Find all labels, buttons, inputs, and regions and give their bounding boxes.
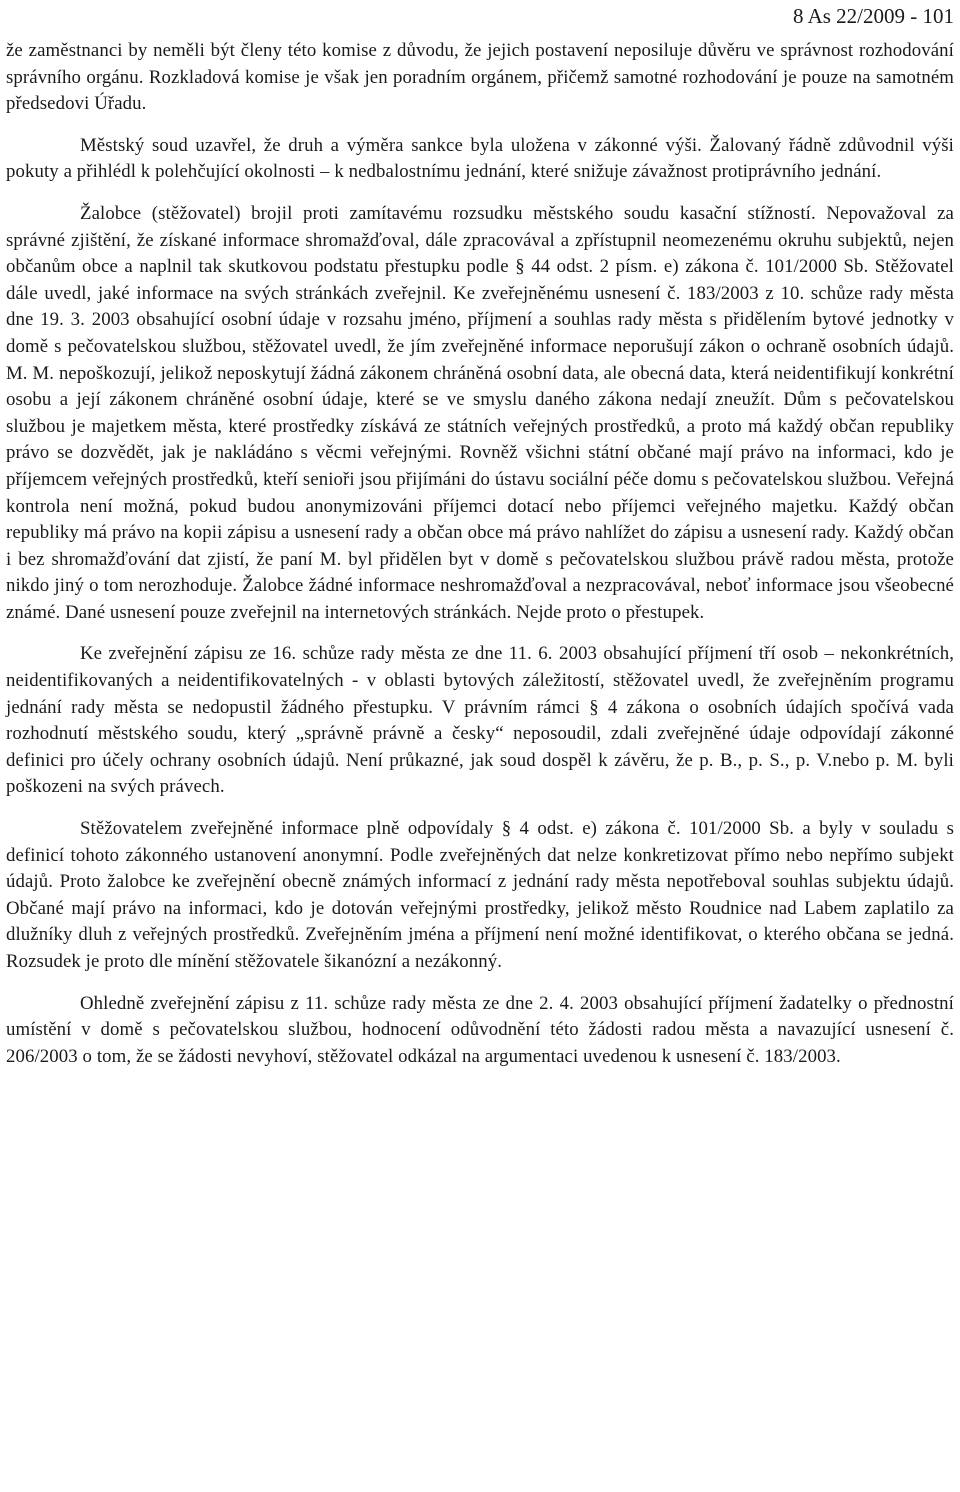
paragraph-published-information: Stěžovatelem zveřejněné informace plně odpovídaly § 4 odst. e) zákona č. 101/2000 Sb. a byly v souladu s definicí tohoto zákonného ustanovení anonymní. Podle zveřejněných dat nelze konkretizovat přímo nebo nepřímo subjekt údajů. Proto žalobce ke zveřejnění obecně známých informací z jednání rady města nepotřeboval souhlas subjektu údajů. Občané mají právo na informaci, kdo je dotován veřejnými prostředky, jelikož město Roudnice nad Labem zaplatilo za dlužníky dluh z veřejných prostředků. Zveřejněním jména a příjmení není možné identifikovat, o kterého občana se jedná. Rozsudek je proto dle mínění stěžovatele šikanózní a nezákonný. [6,818,954,972]
document-page [6,0,954,1085]
paragraph-municipal-court-conclusion: Městský soud uzavřel, že druh a výměra sankce byla uložena v zákonné výši. Žalovaný řádně zdůvodnil výši pokuty a přihlédl k polehčující okolnosti – k nedbalostnímu jednání, které snižuje závažnost protiprávního jednání. [6,134,954,183]
paragraph-cassation-complaint: Žalobce (stěžovatel) brojil proti zamítavému rozsudku městského soudu kasační stížností. Nepovažoval za správné zjištění, že získané informace shromažďoval, dále zpracovával a zpřístupnil neomezenému okruhu subjektů, nejen občanům obce a naplnil tak skutkovou podstatu přestupku podle § 44 odst. 2 písm. e) zákona č. 101/2000 Sb. Stěžovatel dále uvedl, jaké informace na svých stránkách zveřejnil. Ke zveřejněnému usnesení č. 183/2003 z 10. schůze rady města dne 19. 3. 2003 obsahující osobní údaje v rozsahu jméno, příjmení a souhlas rady města s přidělením bytové jednotky v domě s pečovatelskou službou, stěžovatel uvedl, že jím zveřejněné informace neporušují zákon o ochraně osobních údajů. M. M. nepoškozují, jelikož neposkytují žádná zákonem chráněná osobní data, ale obecná data, která neidentifikují konkrétní osobu a její zákonem chráněné osobní údaje, které se ve smyslu daného zákona nedají zneužít. Dům s pečovatelskou službou je majetkem města, které prostředky získává ze státních veřejných prostředků, a proto má každý občan republiky právo se dozvědět, jak je nakládáno s věcmi veřejnými. Rovněž všichni státní občané mají právo na informaci, kdo je příjemcem veřejných prostředků, kteří senioři jsou přijímáni do ústavu sociální péče domu s pečovatelskou službou. Veřejná kontrola není možná, pokud budou anonymizováni příjemci dotací nebo příjemci veřejného majetku. Každý občan republiky má právo na kopii zápisu a usnesení rady a občan obce má právo nahlížet do zápisu a usnesení rady. Každý občan i bez shromažďování dat zjistí, že paní M. byl přidělen byt v domě s pečovatelskou službou právě radou města, protože nikdo jiný o tom nerozhoduje. Žalobce žádné informace neshromažďoval a nezpracovával, neboť informace jsou všeobecné známé. Dané usnesení pouze zveřejnil na internetových stránkách. Nejde proto o přestupek. [6,202,954,623]
case-reference-header: 8 As 22/2009 - 101 [792,4,954,28]
paragraph-continuation: že zaměstnanci by neměli být členy této komise z důvodu, že jejich postavení neposiluje důvěru ve správnost rozhodování správního orgánu. Rozkladová komise je však jen poradním orgánem, přičemž samotné rozhodování je pouze na samotném předsedovi Úřadu. [6,40,954,115]
paragraph-16th-meeting: Ke zveřejnění zápisu ze 16. schůze rady města ze dne 11. 6. 2003 obsahující příjmení tří osob – nekonkrétních, neidentifikovaných a neidentifikovatelných - v oblasti bytových záležitostí, stěžovatel uvedl, že zveřejněním programu jednání rady města se nedopustil žádného přestupku. V právním rámci § 4 zákona o osobních údajích spočívá vada rozhodnutí městského soudu, který „správně právně a česky“ neposoudil, zdali zveřejněné údaje odpovídají zákonné definici pro účely ochrany osobních údajů. Není průkazné, jak soud dospěl k závěru, že p. B., p. S., p. V.nebo p. M. byli poškozeni na svých právech. [6,643,954,798]
paragraph-11th-meeting: Ohledně zveřejnění zápisu z 11. schůze rady města ze dne 2. 4. 2003 obsahující příjmení žadatelky o přednostní umístění v domě s pečovatelskou službou, hodnocení odůvodnění této žádosti radou města a navazující usnesení č. 206/2003 o tom, že se žádosti nevyhoví, stěžovatel odkázal na argumentaci uvedenou k usnesení č. 183/2003. [6,992,954,1067]
